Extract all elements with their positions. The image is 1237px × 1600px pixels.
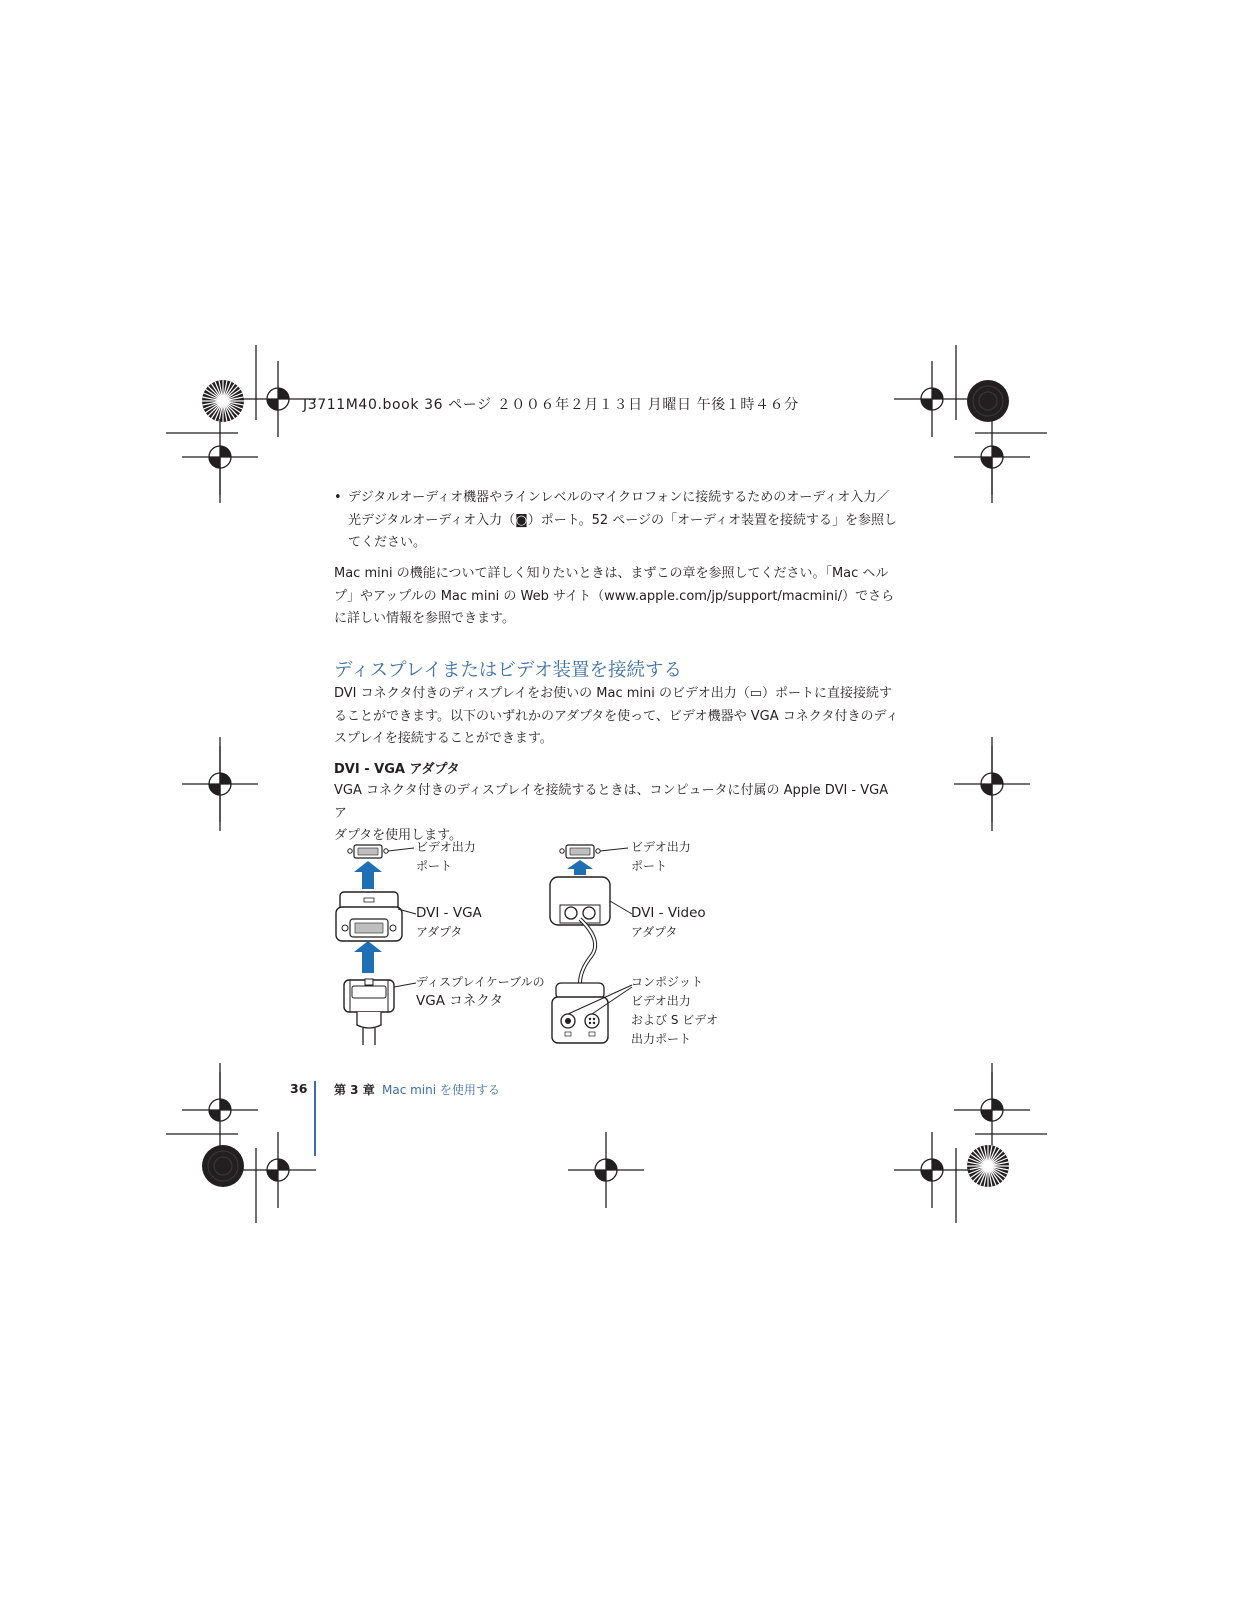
caption-vga-cable bbox=[416, 973, 545, 1011]
up-arrow-icon bbox=[567, 860, 593, 875]
slug-line: J3711M40.book 36 ページ ２００６年２月１３日 月曜日 午後１時４６分 bbox=[303, 397, 799, 413]
section-heading: ディスプレイまたはビデオ装置を接続する bbox=[334, 660, 682, 681]
up-arrow-icon bbox=[354, 861, 382, 889]
vga-connector-icon bbox=[344, 979, 394, 1045]
caption-composite-ports bbox=[631, 973, 718, 1049]
caption-line: ビデオ出力 bbox=[631, 994, 691, 1008]
bullet-marker: • bbox=[334, 490, 342, 505]
intro-line-3: に詳しい情報を参照できます。 bbox=[334, 611, 515, 626]
footer-chapter: 第 3 章 bbox=[334, 1083, 375, 1097]
display-line-3: スプレイを接続することができます。 bbox=[334, 731, 553, 746]
caption-dvi-vga-adapter bbox=[416, 904, 482, 942]
caption-video-out-left bbox=[416, 838, 476, 876]
dvi-vga-adapter-icon bbox=[336, 892, 402, 941]
bullet-line-2: 光デジタルオーディオ入力（◙）ポート。52 ページの「オーディオ装置を接続する」を参照し bbox=[348, 512, 897, 528]
up-arrow-icon bbox=[354, 941, 382, 973]
display-line-2: ることができます。以下のいずれかのアダプタを使って、ビデオ機器や VGA コネクタ付きのディ bbox=[334, 708, 899, 724]
caption-line: 出力ポート bbox=[631, 1032, 692, 1046]
composite-svideo-box-icon bbox=[552, 983, 608, 1043]
caption-line: アダプタ bbox=[416, 925, 463, 939]
caption-line: アダプタ bbox=[631, 925, 678, 939]
caption-line: VGA コネクタ bbox=[416, 993, 503, 1009]
subsection-heading: DVI - VGA アダプタ bbox=[334, 762, 460, 777]
vga-line-2: ダプタを使用します。 bbox=[334, 828, 463, 843]
intro-line-2: プ」やアップルの Mac mini の Web サイト（www.apple.com/jp/support/macmini/）でさら bbox=[334, 588, 895, 604]
caption-line: コンポジット bbox=[631, 975, 704, 989]
caption-line: DVI - Video bbox=[631, 905, 706, 921]
caption-line: ポート bbox=[631, 859, 668, 873]
caption-dvi-video-adapter bbox=[631, 904, 706, 942]
caption-line: ビデオ出力 bbox=[631, 840, 691, 854]
caption-line: ビデオ出力 bbox=[416, 840, 476, 854]
page-number: 36 bbox=[290, 1081, 308, 1096]
caption-line: ポート bbox=[416, 859, 453, 873]
display-line-1: DVI コネクタ付きのディスプレイをお使いの Mac mini のビデオ出力（▭）ポートに直接接続す bbox=[334, 686, 893, 701]
bullet-text bbox=[348, 487, 900, 555]
dvi-port-left-icon bbox=[348, 845, 388, 858]
footer-chapter-title: Mac mini を使用する bbox=[382, 1083, 500, 1097]
caption-video-out-right bbox=[631, 838, 691, 876]
display-paragraph bbox=[334, 683, 900, 751]
bullet-item bbox=[334, 487, 900, 555]
caption-line: ディスプレイケーブルの bbox=[416, 975, 545, 989]
caption-line: DVI - VGA bbox=[416, 905, 482, 921]
footer-rule bbox=[314, 1081, 316, 1156]
intro-paragraph bbox=[334, 563, 900, 631]
intro-line-1: Mac mini の機能について詳しく知りたいときは、まずこの章を参照してください。「Mac ヘル bbox=[334, 566, 889, 581]
dvi-video-adapter-icon bbox=[550, 877, 610, 983]
dvi-port-right-icon bbox=[560, 845, 600, 858]
bullet-line-3: てください。 bbox=[348, 535, 427, 550]
caption-line: および S ビデオ bbox=[631, 1013, 719, 1027]
vga-line-1: VGA コネクタ付きのディスプレイを接続するときは、コンピュータに付属の Apple DVI - VGA ア bbox=[334, 783, 889, 821]
bullet-line-1: デジタルオーディオ機器やラインレベルのマイクロフォンに接続するためのオーディオ入力／ bbox=[348, 490, 890, 505]
